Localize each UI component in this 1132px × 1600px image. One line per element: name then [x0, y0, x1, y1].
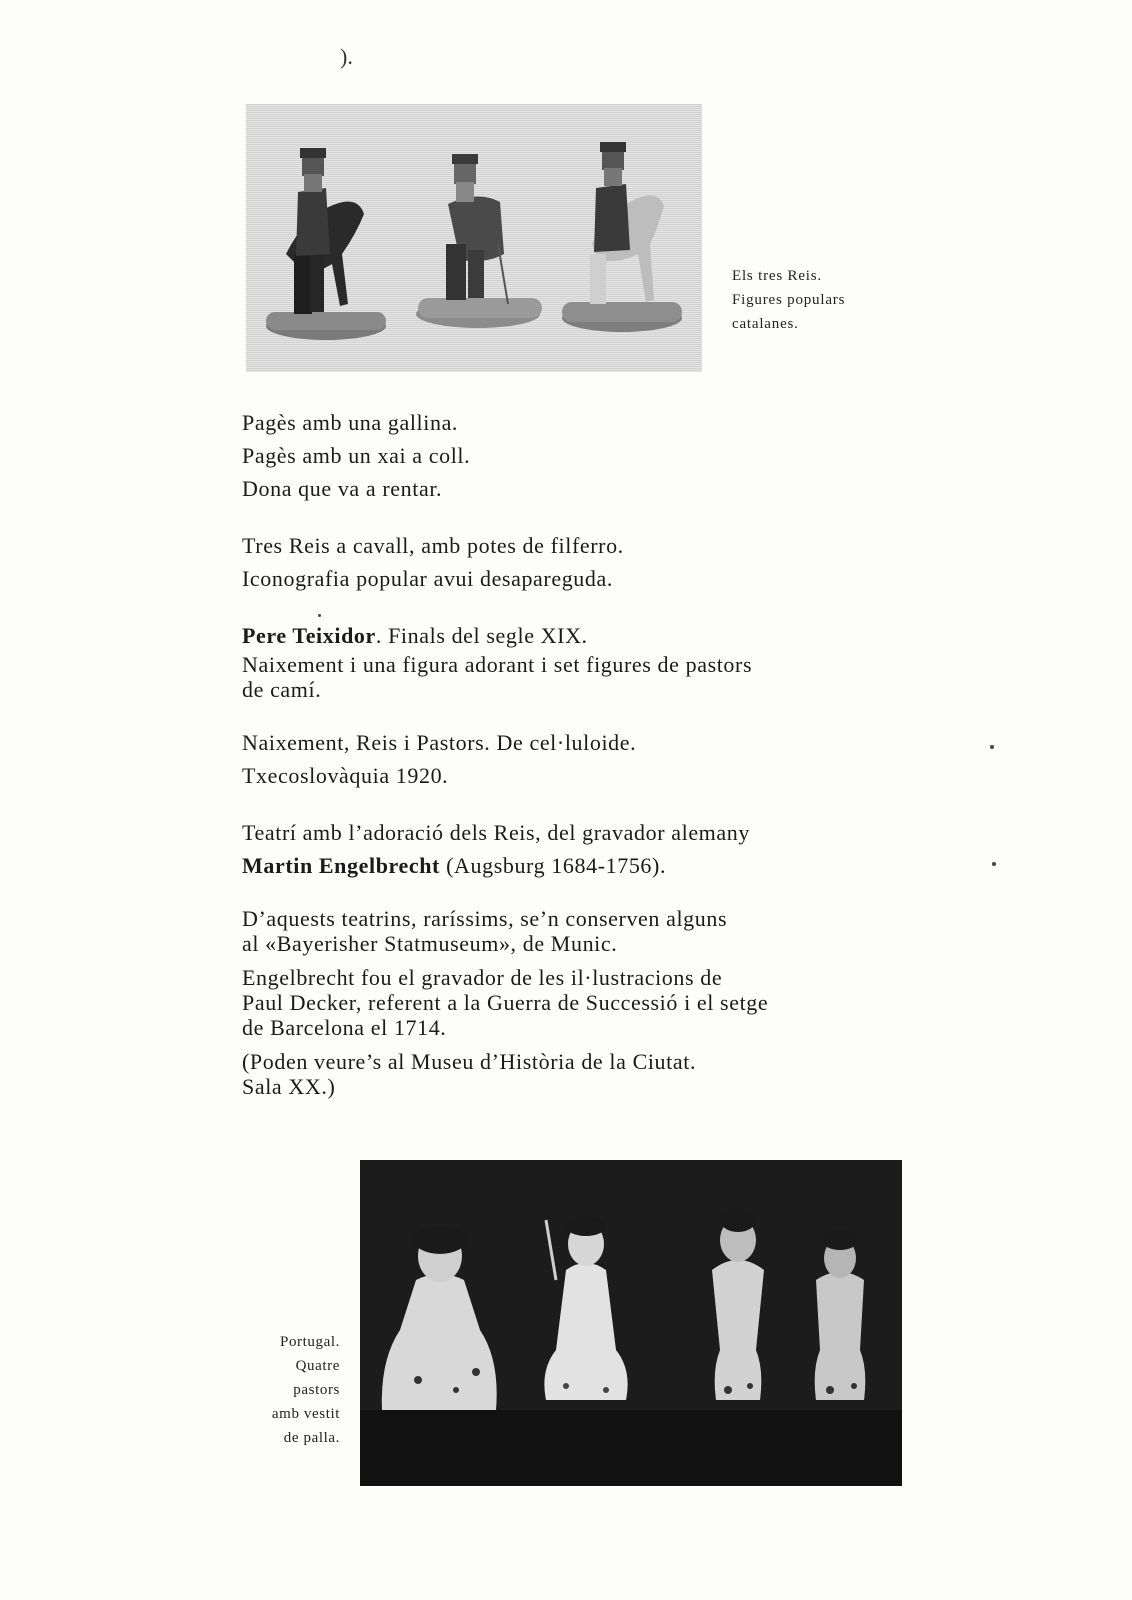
text-line: Txecoslovàquia 1920. — [242, 763, 449, 788]
text-line: Pere Teixidor. Finals del segle XIX. — [242, 623, 588, 648]
text-line: de Barcelona el 1714. — [242, 1015, 447, 1040]
teixidor-paragraph — [242, 619, 922, 702]
shepherd-figure-1 — [382, 1226, 497, 1410]
three-kings-figurines-illustration — [246, 104, 702, 372]
caption-line: Portugal. — [280, 1334, 340, 1350]
caption-line: de palla. — [283, 1430, 340, 1446]
text-line: Naixement, Reis i Pastors. De cel·luloide. — [242, 730, 637, 755]
shepherd-figure-4 — [815, 1230, 866, 1400]
engelbrecht-paragraph — [242, 965, 922, 1040]
text-line: Sala XX.) — [242, 1074, 336, 1099]
king-figure-2 — [416, 154, 542, 328]
celluloid-paragraph — [242, 726, 922, 792]
text-line: (Poden veure’s al Museu d’Història de la Ciutat. — [242, 1049, 697, 1074]
museu-paragraph — [242, 1049, 922, 1099]
teatrins-paragraph — [242, 906, 922, 956]
author-name: Martin Engelbrecht — [242, 853, 440, 878]
text-line: Paul Decker, referent a la Guerra de Successió i el setge — [242, 990, 769, 1015]
photo2-caption — [220, 1330, 340, 1450]
text-line: Pagès amb un xai a coll. — [242, 443, 471, 468]
figures-list — [242, 406, 922, 505]
text-line: Tres Reis a cavall, amb potes de filferro. — [242, 533, 624, 558]
kings-paragraph — [242, 529, 922, 595]
text-line: Martin Engelbrecht (Augsburg 1684-1756). — [242, 853, 667, 878]
author-name: Pere Teixidor — [242, 623, 376, 648]
text-line: de camí. — [242, 677, 322, 702]
text-line: Iconografia popular avui desapareguda. — [242, 566, 613, 591]
king-figure-3 — [562, 142, 682, 332]
photo-four-shepherds — [360, 1160, 902, 1486]
text-line: Engelbrecht fou el gravador de les il·lustracions de — [242, 965, 723, 990]
scan-speck — [992, 862, 996, 866]
photo-three-kings — [246, 104, 702, 372]
scan-speck — [318, 614, 321, 617]
scan-speck — [990, 745, 994, 749]
text-line: Teatrí amb l’adoració dels Reis, del gravador alemany — [242, 820, 750, 845]
four-shepherds-figurines-illustration — [360, 1160, 902, 1486]
text-line: Dona que va a rentar. — [242, 476, 443, 501]
king-figure-1 — [266, 148, 386, 340]
caption-line: pastors — [293, 1382, 340, 1398]
caption-line: Els tres Reis. — [732, 268, 822, 284]
body-text — [242, 406, 922, 1099]
caption-line: Figures populars — [732, 292, 846, 308]
text-line: Pagès amb una gallina. — [242, 410, 459, 435]
caption-line: amb vestit — [271, 1406, 340, 1422]
shepherd-figure-3 — [712, 1208, 764, 1400]
text-line: al «Bayerisher Statmuseum», de Munic. — [242, 931, 618, 956]
page-mark: ). — [340, 44, 353, 69]
photo1-caption — [732, 264, 892, 336]
teatri-paragraph — [242, 816, 922, 882]
text-line: Naixement i una figura adorant i set figures de pastors — [242, 652, 753, 677]
shepherd-figure-2 — [544, 1216, 627, 1400]
caption-line: Quatre — [295, 1358, 340, 1374]
text-line: D’aquests teatrins, raríssims, se’n conserven alguns — [242, 906, 728, 931]
caption-line: catalanes. — [732, 316, 799, 332]
